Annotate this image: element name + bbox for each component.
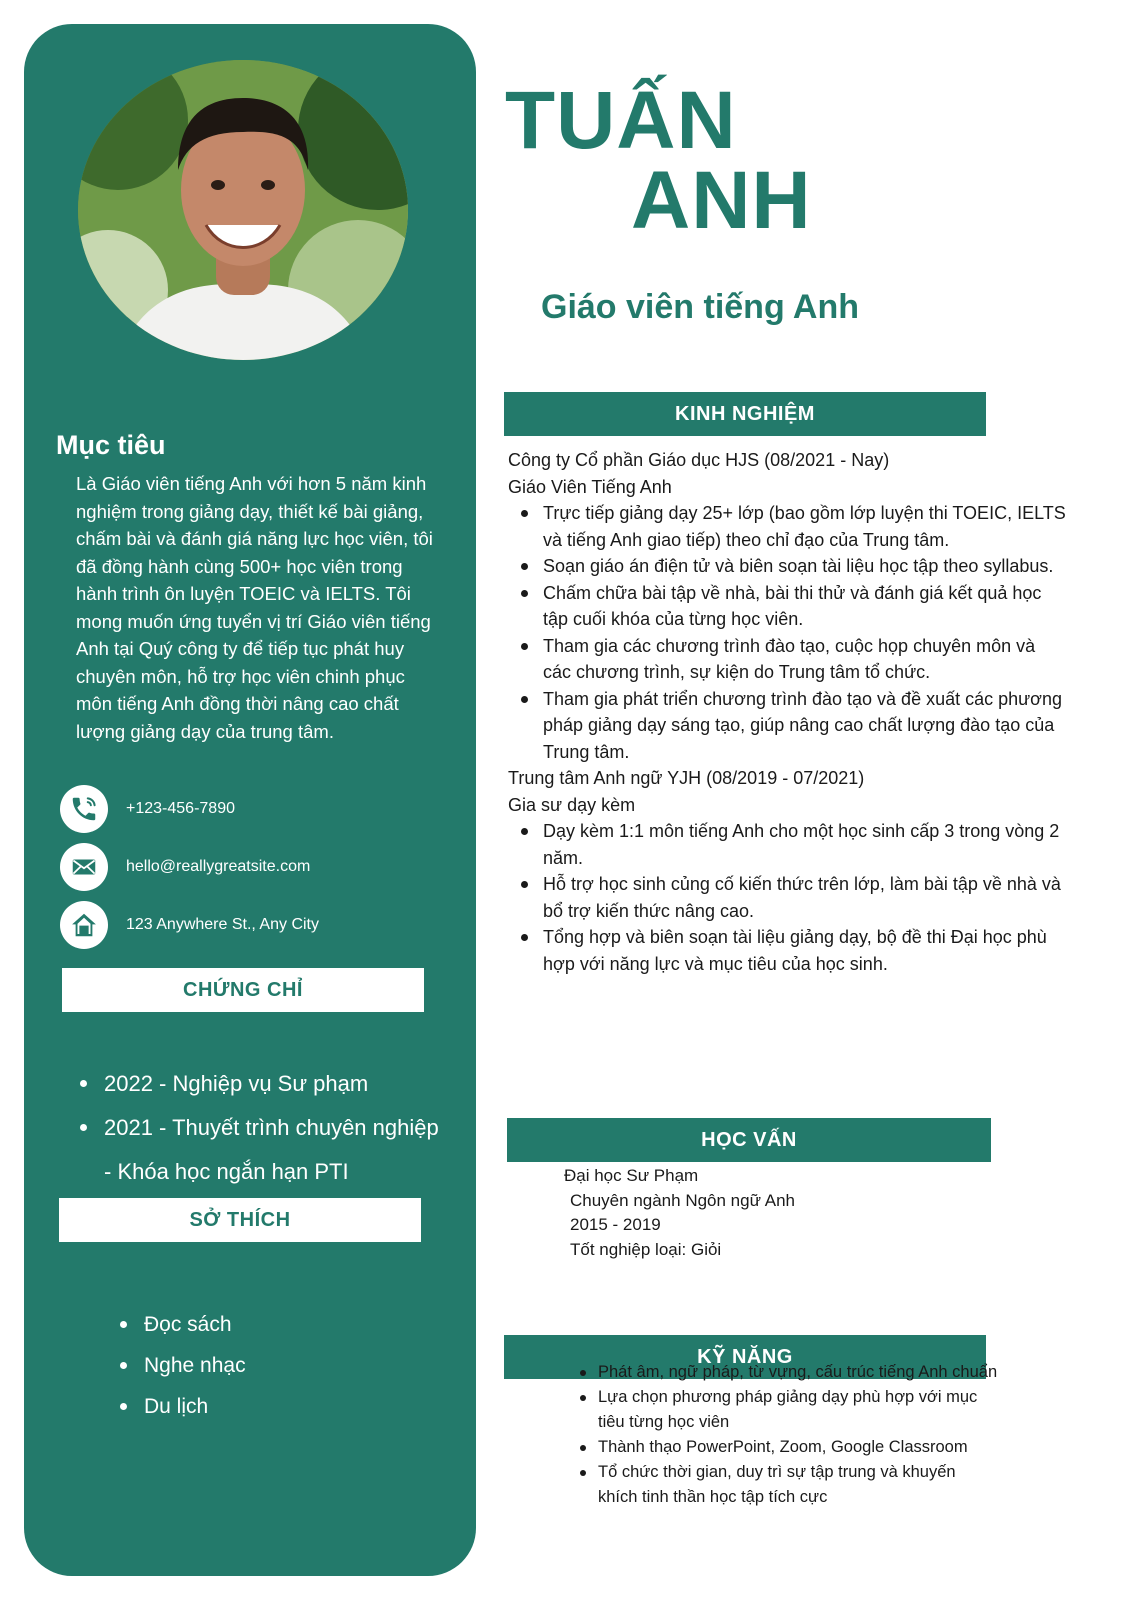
certificates-heading: CHỨNG CHỈ xyxy=(62,968,424,1012)
list-item: Trực tiếp giảng dạy 25+ lớp (bao gồm lớp luyện thi TOEIC, IELTS và tiếng Anh giao tiếp) theo chỉ đạo của Trung tâm. xyxy=(508,500,1068,553)
contact-email xyxy=(60,842,460,892)
contact-email-text[interactable]: hello@reallygreatsite.com xyxy=(126,858,311,875)
phone-icon xyxy=(60,785,108,833)
home-icon xyxy=(60,901,108,949)
skills-heading: KỸ NĂNG xyxy=(504,1335,986,1379)
job-company: Trung tâm Anh ngữ YJH (08/2019 - 07/2021) xyxy=(508,768,865,788)
education-school: Đại học Sư Phạm xyxy=(564,1166,699,1185)
list-item: Phát âm, ngữ pháp, từ vựng, cấu trúc tiếng Anh chuẩn xyxy=(578,1360,998,1385)
name-line-1: TUẤN xyxy=(505,75,737,166)
job-duties xyxy=(508,500,1068,765)
education-heading: HỌC VẤN xyxy=(507,1118,991,1162)
mail-icon xyxy=(60,843,108,891)
contact-address-text: 123 Anywhere St., Any City xyxy=(126,916,319,933)
experience-heading: KINH NGHIỆM xyxy=(504,392,986,436)
hobbies-heading: SỞ THÍCH xyxy=(59,1198,421,1242)
job-title: Giáo viên tiếng Anh xyxy=(541,288,859,326)
list-item: Tham gia các chương trình đào tạo, cuộc họp chuyên môn và các chương trình, sự kiện do Trung tâm tổ chức. xyxy=(508,633,1068,686)
sidebar xyxy=(24,24,476,1576)
list-item: Nghe nhạc xyxy=(120,1345,246,1386)
list-item: Lựa chọn phương pháp giảng dạy phù hợp với mục tiêu từng học viên xyxy=(578,1385,998,1435)
job-company: Công ty Cổ phần Giáo dục HJS (08/2021 - Nay) xyxy=(508,450,890,470)
list-item: Tham gia phát triển chương trình đào tạo và đề xuất các phương pháp giảng dạy sáng tạo, giúp nâng cao chất lượng đào tạo của Trung tâm. xyxy=(508,686,1068,766)
experience-section xyxy=(508,447,1068,977)
list-item: Đọc sách xyxy=(120,1304,246,1345)
list-item: 2022 - Nghiệp vụ Sư phạm xyxy=(80,1062,440,1106)
portrait-photo xyxy=(78,60,408,360)
list-item: Thành thạo PowerPoint, Zoom, Google Classroom xyxy=(578,1435,998,1460)
contact-address xyxy=(60,900,460,950)
list-item: Tổ chức thời gian, duy trì sự tập trung và khuyến khích tinh thần học tập tích cực xyxy=(578,1460,998,1510)
certificates-list xyxy=(80,1062,440,1194)
list-item: Dạy kèm 1:1 môn tiếng Anh cho một học sinh cấp 3 trong vòng 2 năm. xyxy=(508,818,1068,871)
education-section xyxy=(564,1164,795,1262)
list-item: Soạn giáo án điện tử và biên soạn tài liệu học tập theo syllabus. xyxy=(508,553,1068,580)
list-item: Du lịch xyxy=(120,1386,246,1427)
list-item: Chấm chữa bài tập về nhà, bài thi thử và đánh giá kết quả học tập cuối khóa của từng học viên. xyxy=(508,580,1068,633)
education-years: 2015 - 2019 xyxy=(570,1215,661,1234)
job-role: Gia sư dạy kèm xyxy=(508,794,636,815)
name-line-2: ANH xyxy=(631,155,812,246)
contact-phone xyxy=(60,784,460,834)
objective-title: Mục tiêu xyxy=(56,430,166,460)
hobbies-list xyxy=(120,1304,246,1427)
education-major: Chuyên ngành Ngôn ngữ Anh xyxy=(570,1190,796,1210)
list-item: Hỗ trợ học sinh củng cố kiến thức trên lớp, làm bài tập về nhà và bổ trợ kiến thức nâng cao. xyxy=(508,871,1068,924)
list-item: 2021 - Thuyết trình chuyên nghiệp - Khóa học ngắn hạn PTI xyxy=(80,1106,440,1194)
objective-text: Là Giáo viên tiếng Anh với hơn 5 năm kinh nghiệm trong giảng dạy, thiết kế bài giảng, chấm bài và đánh giá năng lực học viên, tôi đã đồng hành cùng 500+ học viên trong hành trình ôn luyện TOEIC và IELTS. Tôi mong muốn ứng tuyển vị trí Giáo viên tiếng Anh tại Quý công ty để tiếp tục phát huy chuyên môn, hỗ trợ học viên chinh phục môn tiếng Anh đồng thời nâng cao chất lượng giảng dạy của trung tâm. xyxy=(76,473,433,742)
job-role: Giáo Viên Tiếng Anh xyxy=(508,476,672,497)
list-item: Tổng hợp và biên soạn tài liệu giảng dạy, bộ đề thi Đại học phù hợp với năng lực và mục tiêu của học sinh. xyxy=(508,924,1068,977)
skills-list xyxy=(578,1360,998,1510)
contact-phone-text[interactable]: +123-456-7890 xyxy=(126,800,235,817)
education-grade: Tốt nghiệp loại: Giỏi xyxy=(570,1239,722,1259)
profile-photo xyxy=(78,60,408,360)
job-duties xyxy=(508,818,1068,977)
